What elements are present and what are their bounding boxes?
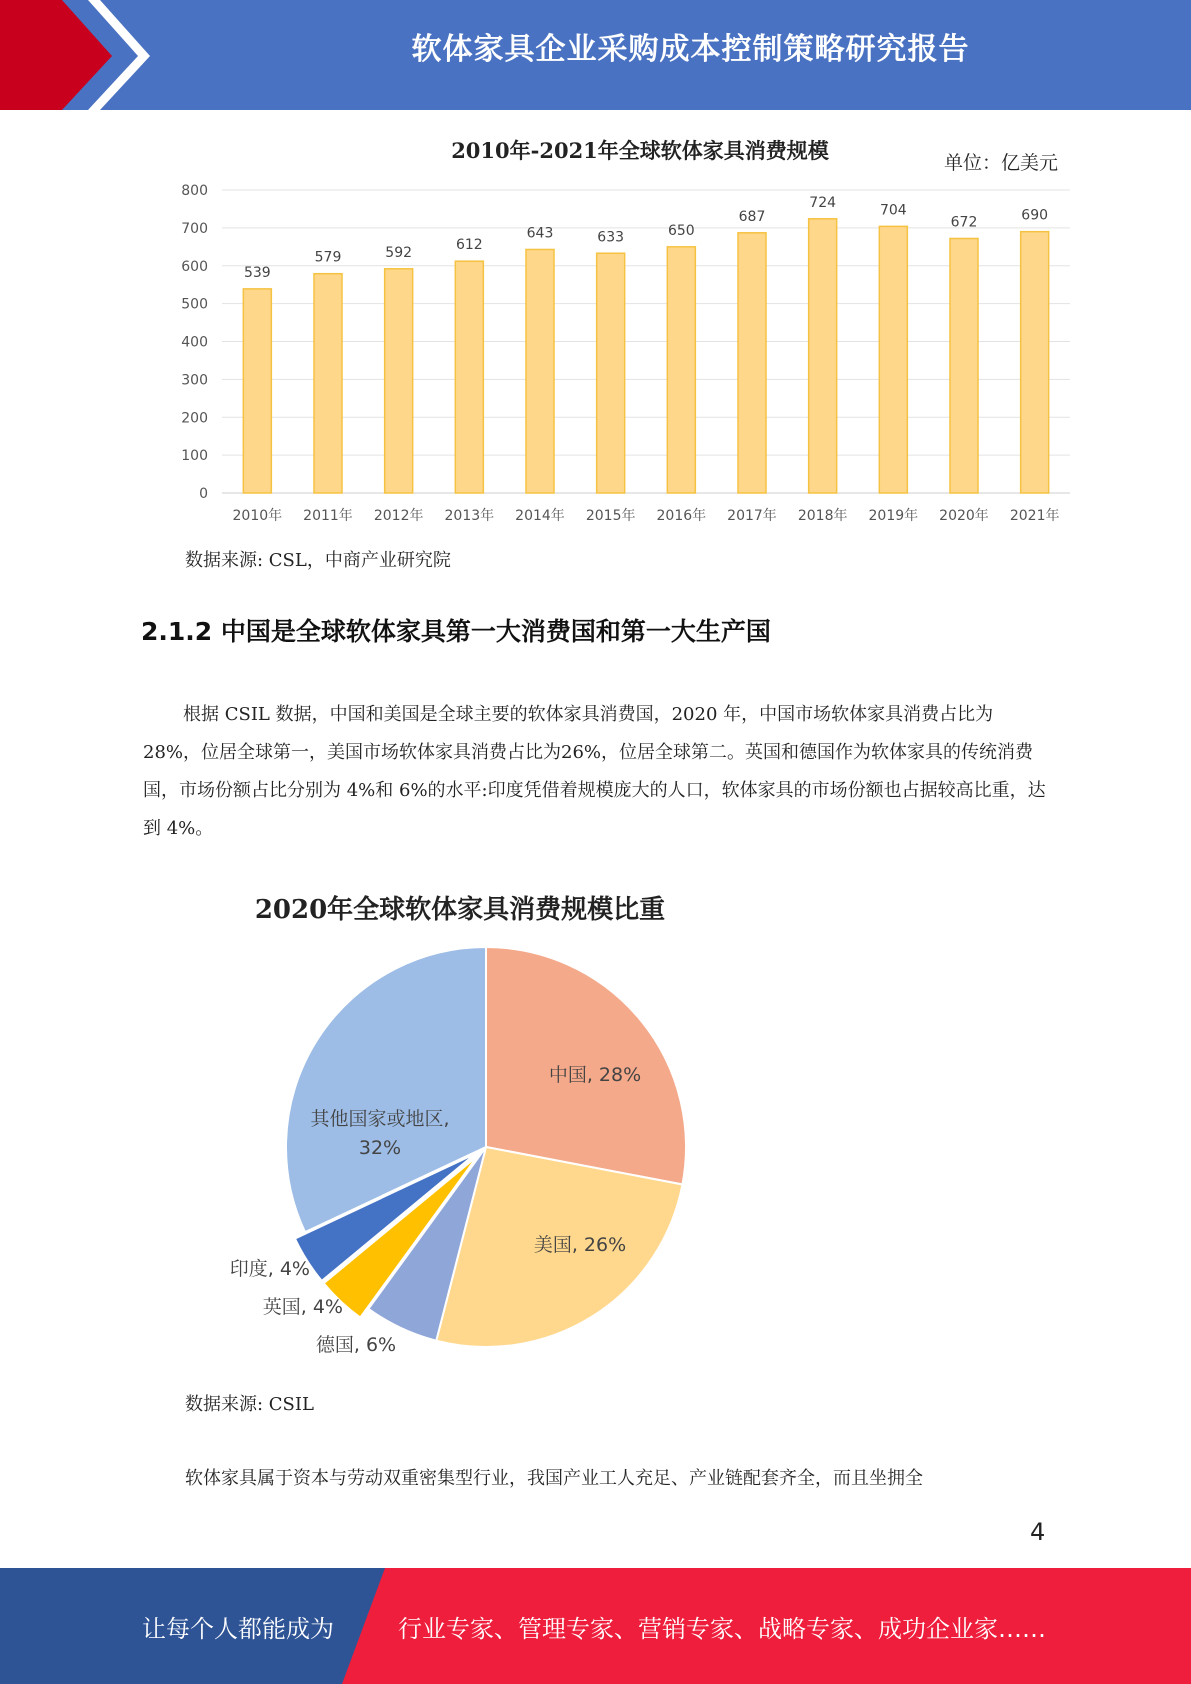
bar-data-label: 672 (950, 214, 978, 231)
x-tick-label: 2018年 (797, 508, 848, 524)
y-tick-label: 100 (181, 448, 208, 465)
pie-chart-slices (286, 947, 686, 1347)
bar-data-label: 704 (879, 202, 907, 219)
pie-slice-label: 英国, 4% (262, 1296, 343, 1318)
x-tick-label: 2015年 (585, 508, 636, 524)
y-tick-label: 300 (181, 372, 208, 389)
y-tick-label: 400 (181, 334, 208, 351)
bar (597, 253, 625, 493)
page-header (0, 0, 1191, 110)
body-paragraph-continued: 软体家具属于资本与劳动双重密集型行业，我国产业工人充足、产业链配套齐全，而且坐拥全 (185, 1468, 923, 1489)
report-title: 软体家具企业采购成本控制策略研究报告 (411, 32, 970, 67)
bar (385, 269, 413, 493)
pie-slice-label: 其他国家或地区, (310, 1108, 450, 1130)
bar-data-label: 633 (597, 229, 625, 246)
y-tick-label: 0 (199, 486, 208, 502)
bar-data-label: 539 (243, 264, 271, 281)
y-tick-label: 500 (181, 296, 208, 313)
body-paragraph: 根据 CSIL 数据，中国和美国是全球主要的软体家具消费国，2020 年，中国市场软体家具消费占比为 28%，位居全球第一，美国市场软体家具消费占比为26%，位居全球第二。英国和德国作为软体家具的传统消费国，市场份额占比分别为 4%和 6%的水平:印度凭借着规模庞大的人口，软体家具的市场份额也占据较高比重，达到 4%。 (143, 704, 1046, 839)
y-tick-label: 200 (181, 410, 208, 427)
x-tick-label: 2013年 (444, 508, 495, 524)
bar (314, 274, 342, 493)
x-tick-label: 2012年 (373, 508, 424, 524)
y-tick-label: 600 (181, 258, 208, 275)
section-heading: 2.1.2 中国是全球软体家具第一大消费国和第一大生产国 (141, 617, 771, 646)
bar (526, 249, 554, 493)
pie-slice-label: 德国, 6% (315, 1334, 397, 1356)
bar-data-label: 592 (385, 244, 413, 261)
y-tick-label: 800 (181, 183, 208, 199)
footer-slogan-right: 行业专家、管理专家、营销专家、战略专家、成功企业家…… (398, 1615, 1046, 1643)
bar (738, 233, 766, 493)
bar-data-label: 690 (1021, 207, 1049, 224)
x-tick-label: 2017年 (727, 508, 777, 524)
x-tick-label: 2016年 (656, 508, 707, 524)
bar-data-label: 687 (738, 208, 766, 225)
bar-chart-source: 数据来源: CSL，中商产业研究院 (185, 550, 451, 571)
pie-slice-label: 印度, 4% (229, 1258, 310, 1280)
x-tick-label: 2020年 (939, 508, 989, 524)
bar-data-label: 643 (526, 225, 554, 242)
page-number: 4 (1030, 1518, 1046, 1546)
bar-data-label: 650 (667, 222, 695, 239)
x-tick-label: 2019年 (868, 508, 919, 524)
bar (243, 289, 271, 493)
bar-data-label: 724 (809, 194, 837, 211)
pie-slice-label: 中国, 28% (548, 1064, 642, 1086)
bar (455, 261, 483, 493)
pie-chart-title: 2020年全球软体家具消费规模比重 (254, 895, 666, 925)
x-tick-label: 2010年 (232, 508, 283, 524)
bar-data-label: 579 (314, 249, 342, 266)
x-tick-label: 2014年 (515, 508, 565, 524)
bar (809, 219, 837, 493)
bar-chart-title: 2010年-2021年全球软体家具消费规模 (451, 138, 829, 163)
bar-chart-x-axis (233, 507, 1060, 524)
bar-chart-y-axis (181, 183, 208, 502)
pie-slice-label: 32% (358, 1137, 402, 1159)
bar (879, 226, 907, 493)
bar-chart (170, 125, 1080, 535)
bar-chart-data-labels (244, 195, 1048, 281)
x-tick-label: 2011年 (303, 508, 353, 524)
bar-chart-unit: 单位：亿美元 (943, 152, 1058, 174)
x-tick-label: 2021年 (1009, 508, 1060, 524)
footer-slogan-left: 让每个人都能成为 (142, 1615, 334, 1643)
y-tick-label: 700 (181, 220, 208, 237)
bar-data-label: 612 (455, 237, 483, 254)
bar (950, 238, 978, 493)
page-footer (0, 1568, 1191, 1684)
pie-slice-label: 美国, 26% (533, 1234, 627, 1256)
bar-chart-grid (222, 190, 1070, 493)
bar-chart-bars (243, 219, 1048, 493)
bar (667, 247, 695, 493)
pie-chart (200, 880, 720, 1360)
bar (1021, 232, 1049, 493)
pie-chart-source: 数据来源: CSIL (185, 1394, 314, 1415)
